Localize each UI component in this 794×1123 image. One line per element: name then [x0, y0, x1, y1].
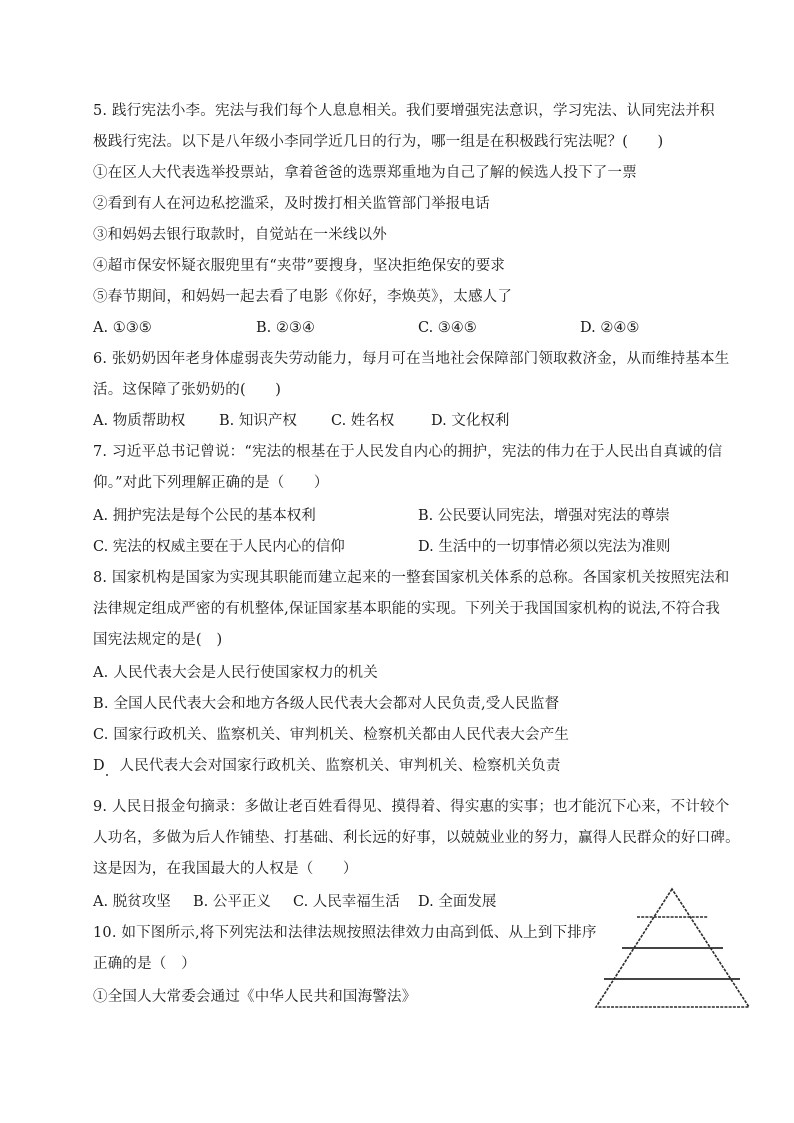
q8-option-b: B. 全国人民代表大会和地方各级人民代表大会都对人民负责,受人民监督	[93, 696, 560, 712]
q5-option-b: B. ②③④	[256, 320, 315, 336]
q7-option-b: B. 公民要认同宪法，增强对宪法的尊崇	[418, 508, 670, 524]
q6-stem-line1: 6. 张奶奶因年老身体虚弱丧失劳动能力，每月可在当地社会保障部门领取救济金，从而维持基本生	[93, 351, 730, 367]
q5-option-a: A. ①③⑤	[93, 320, 152, 336]
q10-stem-line2: 正确的是（ ）	[93, 956, 196, 972]
stray-dot	[106, 774, 108, 776]
q8-stem-line1: 8. 国家机构是国家为实现其职能而建立起来的一整套国家机关体系的总称。各国家机关按照宪法和	[93, 570, 730, 586]
q9-option-b: B. 公平正义	[193, 894, 271, 910]
q6-option-c: C. 姓名权	[331, 413, 395, 429]
q5-item-1: ①在区人大代表选举投票站，拿着爸爸的选票郑重地为自己了解的候选人投下了一票	[93, 165, 637, 181]
q6-option-b: B. 知识产权	[219, 413, 297, 429]
q9-stem-line2: 人功名，多做为后人作铺垫、打基础、利长远的好事，以兢兢业业的努力，赢得人民群众的好口碑。	[93, 830, 740, 846]
q9-stem-line1: 9. 人民日报金句摘录：多做让老百姓看得见、摸得着、得实惠的实事；也才能沉下心来，不计较个	[93, 799, 730, 815]
q5-stem-line2: 极践行宪法。以下是八年级小李同学近几日的行为，哪一组是在积极践行宪法呢？( )	[93, 134, 664, 150]
q9-option-d: D. 全面发展	[418, 894, 497, 910]
q5-option-d: D. ②④⑤	[580, 320, 640, 336]
q5-option-c: C. ③④⑤	[418, 320, 477, 336]
legal-hierarchy-pyramid-figure	[592, 885, 754, 1011]
q6-option-d: D. 文化权利	[431, 413, 510, 429]
q8-stem-line2: 法律规定组成严密的有机整体,保证国家基本职能的实现。下列关于我国国家机构的说法,不符合我	[93, 601, 721, 617]
q7-stem-line1: 7. 习近平总书记曾说：“宪法的根基在于人民发自内心的拥护，宪法的伟力在于人民出自真诚的信	[93, 444, 723, 460]
q5-item-5: ⑤春节期间，和妈妈一起去看了电影《你好，李焕英》，太感人了	[93, 289, 513, 305]
q9-option-a: A. 脱贫攻坚	[93, 894, 171, 910]
q6-stem-line2: 活。这保障了张奶奶的( )	[93, 382, 282, 398]
q9-option-c: C. 人民幸福生活	[293, 894, 400, 910]
q5-item-2: ②看到有人在河边私挖滥采，及时拨打相关监管部门举报电话	[93, 196, 490, 212]
q8-stem-line3: 国宪法规定的是( )	[93, 632, 223, 648]
q5-item-4: ④超市保安怀疑衣服兜里有“夹带”要搜身，坚决拒绝保安的要求	[93, 258, 506, 274]
q7-option-d: D. 生活中的一切事情必须以宪法为准则	[418, 539, 671, 555]
q10-stem-line1: 10. 如下图所示,将下列宪法和法律法规按照法律效力由高到低、从上到下排序	[93, 925, 597, 941]
q6-option-a: A. 物质帮助权	[93, 413, 186, 429]
q7-option-a: A. 拥护宪法是每个公民的基本权利	[93, 508, 316, 524]
q5-stem-line1: 5. 践行宪法́小李。宪法与我们每个人息息相关。我们要增强宪法意识，学习宪法、认同宪法并积	[93, 103, 715, 119]
q9-stem-line3: 这是因为，在我国最大的人权是（ ）	[93, 861, 358, 877]
q7-option-c: C. 宪法的权威主要在于人民内心的信仰	[93, 539, 345, 555]
q10-item-1: ①全国人大常委会通过《中华人民共和国海警法》	[93, 989, 417, 1005]
q8-option-a: A. 人民代表大会是人民行使国家权力的机关	[93, 665, 378, 681]
q8-option-d: D 人民代表大会对国家行政机关、监察机关、审判机关、检察机关负责	[93, 758, 561, 774]
q5-item-3: ③和妈妈去银行取款时，自觉站在一米线以外	[93, 227, 387, 243]
q7-stem-line2: 仰。”对此下列理解正确的是（ ）	[93, 475, 329, 491]
q8-option-c: C. 国家行政机关、监察机关、审判机关、检察机关都由人民代表大会产生	[93, 727, 570, 743]
